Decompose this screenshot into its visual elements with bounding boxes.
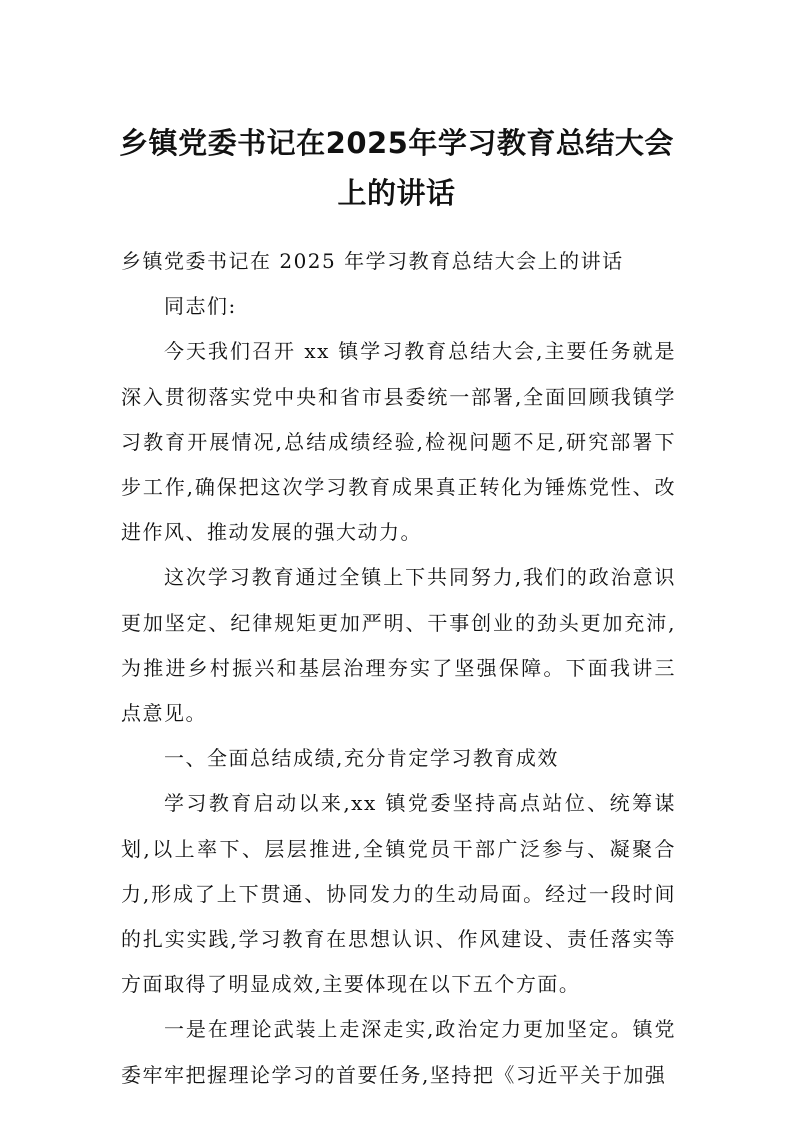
subtitle-paragraph: 乡镇党委书记在 2025 年学习教育总结大会上的讲话 [121,249,624,273]
body-paragraph: 学习教育启动以来,xx 镇党委坚持高点站位、统筹谋划,以上率下、层层推进,全镇党员干部广泛参与、凝聚合力,形成了上下贯通、协同发力的生动局面。经过一段时间的扎实实践,学习教育在思想认识、作风建设、责任落实等方面取得了明显成效,主要体现在以下五个方面。 [121,791,676,997]
salutation-paragraph: 同志们: [164,294,237,319]
title-line-2: 上的讲话 [337,176,456,210]
title-line-1: 乡镇党委书记在2025年学习教育总结大会 [119,126,674,160]
body-paragraph: 这次学习教育通过全镇上下共同努力,我们的政治意识更加坚定、纪律规矩更加严明、干事创业的劲头更加充沛,为推进乡村振兴和基层治理夯实了坚强保障。下面我讲三点意见。 [121,565,676,726]
section-heading: 一、全面总结成绩,充分肯定学习教育成效 [164,746,559,771]
body-paragraph: 一是在理论武装上走深走实,政治定力更加坚定。镇党委牢牢把握理论学习的首要任务,坚持把《习近平关于加强 [121,1017,676,1087]
document-title [100,118,693,218]
body-paragraph: 今天我们召开 xx 镇学习教育总结大会,主要任务就是深入贯彻落实党中央和省市县委统一部署,全面回顾我镇学习教育开展情况,总结成绩经验,检视问题不足,研究部署下步工作,确保把这次学习教育成果真正转化为锤炼党性、改进作风、推动发展的强大动力。 [121,339,676,545]
document-body [121,239,676,1098]
